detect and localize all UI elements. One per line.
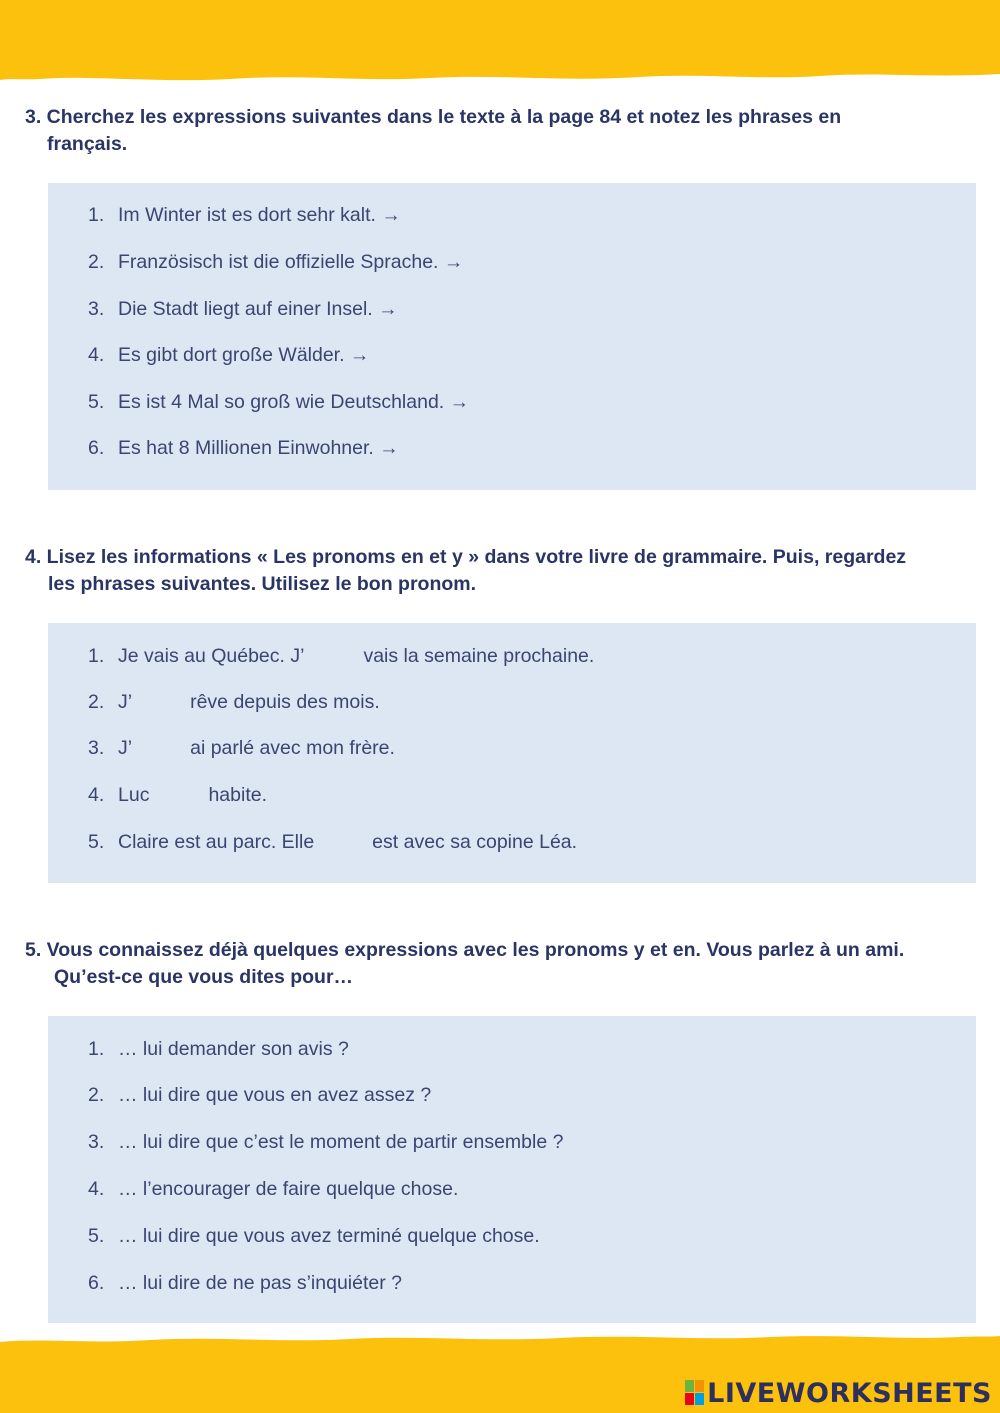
q4-item: 5. Claire est au parc. Elle est avec sa copine Léa. — [88, 831, 578, 853]
q3-item-input[interactable]: Es hat 8 Millionen Einwohner. → — [118, 437, 399, 459]
q3-item: 5. Es ist 4 Mal so groß wie Deutschland. → — [88, 391, 470, 413]
q3-item-input[interactable]: Es ist 4 Mal so groß wie Deutschland. → — [118, 391, 470, 413]
q5-item: 4. … l’encourager de faire quelque chose. — [88, 1178, 459, 1200]
q5-item-input[interactable]: … lui demander son avis ? — [118, 1038, 349, 1060]
q4-item: 1. Je vais au Québec. J’ vais la semaine prochaine. — [88, 645, 595, 667]
q5-item: 5. … lui dire que vous avez terminé quelque chose. — [88, 1225, 540, 1247]
q5-item-input[interactable]: … lui dire que vous avez terminé quelque chose. — [118, 1225, 540, 1247]
liveworksheets-logo-text: LIVEWORKSHEETS — [707, 1377, 992, 1409]
q3-item-input[interactable]: Die Stadt liegt auf einer Insel. → — [118, 298, 398, 320]
question-4-box — [48, 623, 976, 883]
q3-item: 4. Es gibt dort große Wälder. → — [88, 344, 370, 366]
q3-item: 3. Die Stadt liegt auf einer Insel. → — [88, 298, 398, 320]
question-4-title — [25, 544, 975, 598]
question-4-title-line2: les phrases suivantes. Utilisez le bon pronom. — [48, 573, 477, 595]
q5-item-input[interactable]: … l’encourager de faire quelque chose. — [118, 1178, 459, 1200]
q3-item: 1. Im Winter ist es dort sehr kalt. → — [88, 204, 401, 226]
top-decorative-band — [0, 0, 1000, 90]
q4-item: 3. J’ ai parlé avec mon frère. — [88, 737, 395, 759]
q3-item-input[interactable]: Im Winter ist es dort sehr kalt. → — [118, 204, 401, 226]
q4-item: 4. Luc habite. — [88, 784, 268, 806]
q4-item: 2. J’ rêve depuis des mois. — [88, 691, 380, 713]
question-3-title — [25, 104, 975, 158]
liveworksheets-logo — [685, 1378, 992, 1408]
question-5-title-line1: 5. Vous connaissez déjà quelques expressions avec les pronoms y et en. Vous parlez à un ami. — [25, 939, 905, 961]
question-5-title — [25, 937, 975, 991]
q3-item-input[interactable]: Französisch ist die offizielle Sprache. → — [118, 251, 464, 273]
q5-item-input[interactable]: … lui dire de ne pas s’inquiéter ? — [118, 1272, 402, 1294]
q5-item-input[interactable]: … lui dire que vous en avez assez ? — [118, 1084, 432, 1106]
q3-item: 2. Französisch ist die offizielle Sprache. → — [88, 251, 464, 273]
question-3-title-line1: 3. Cherchez les expressions suivantes dans le texte à la page 84 et notez les phrases en — [25, 106, 842, 128]
question-4-title-line1: 4. Lisez les informations « Les pronoms en et y » dans votre livre de grammaire. Puis, regardez — [25, 546, 907, 568]
q3-item: 6. Es hat 8 Millionen Einwohner. → — [88, 437, 399, 459]
q5-item: 3. … lui dire que c’est le moment de partir ensemble ? — [88, 1131, 564, 1153]
q5-item: 2. … lui dire que vous en avez assez ? — [88, 1084, 432, 1106]
q5-item: 1. … lui demander son avis ? — [88, 1038, 349, 1060]
question-3-box — [48, 183, 976, 490]
question-5-box — [48, 1016, 976, 1323]
liveworksheets-logo-icon — [685, 1380, 705, 1406]
question-3-title-line2: français. — [47, 133, 128, 155]
q5-item: 6. … lui dire de ne pas s’inquiéter ? — [88, 1272, 402, 1294]
question-5-title-line2: Qu’est-ce que vous dites pour… — [54, 966, 354, 988]
q3-item-input[interactable]: Es gibt dort große Wälder. → — [118, 344, 370, 366]
q5-item-input[interactable]: … lui dire que c’est le moment de partir ensemble ? — [118, 1131, 564, 1153]
